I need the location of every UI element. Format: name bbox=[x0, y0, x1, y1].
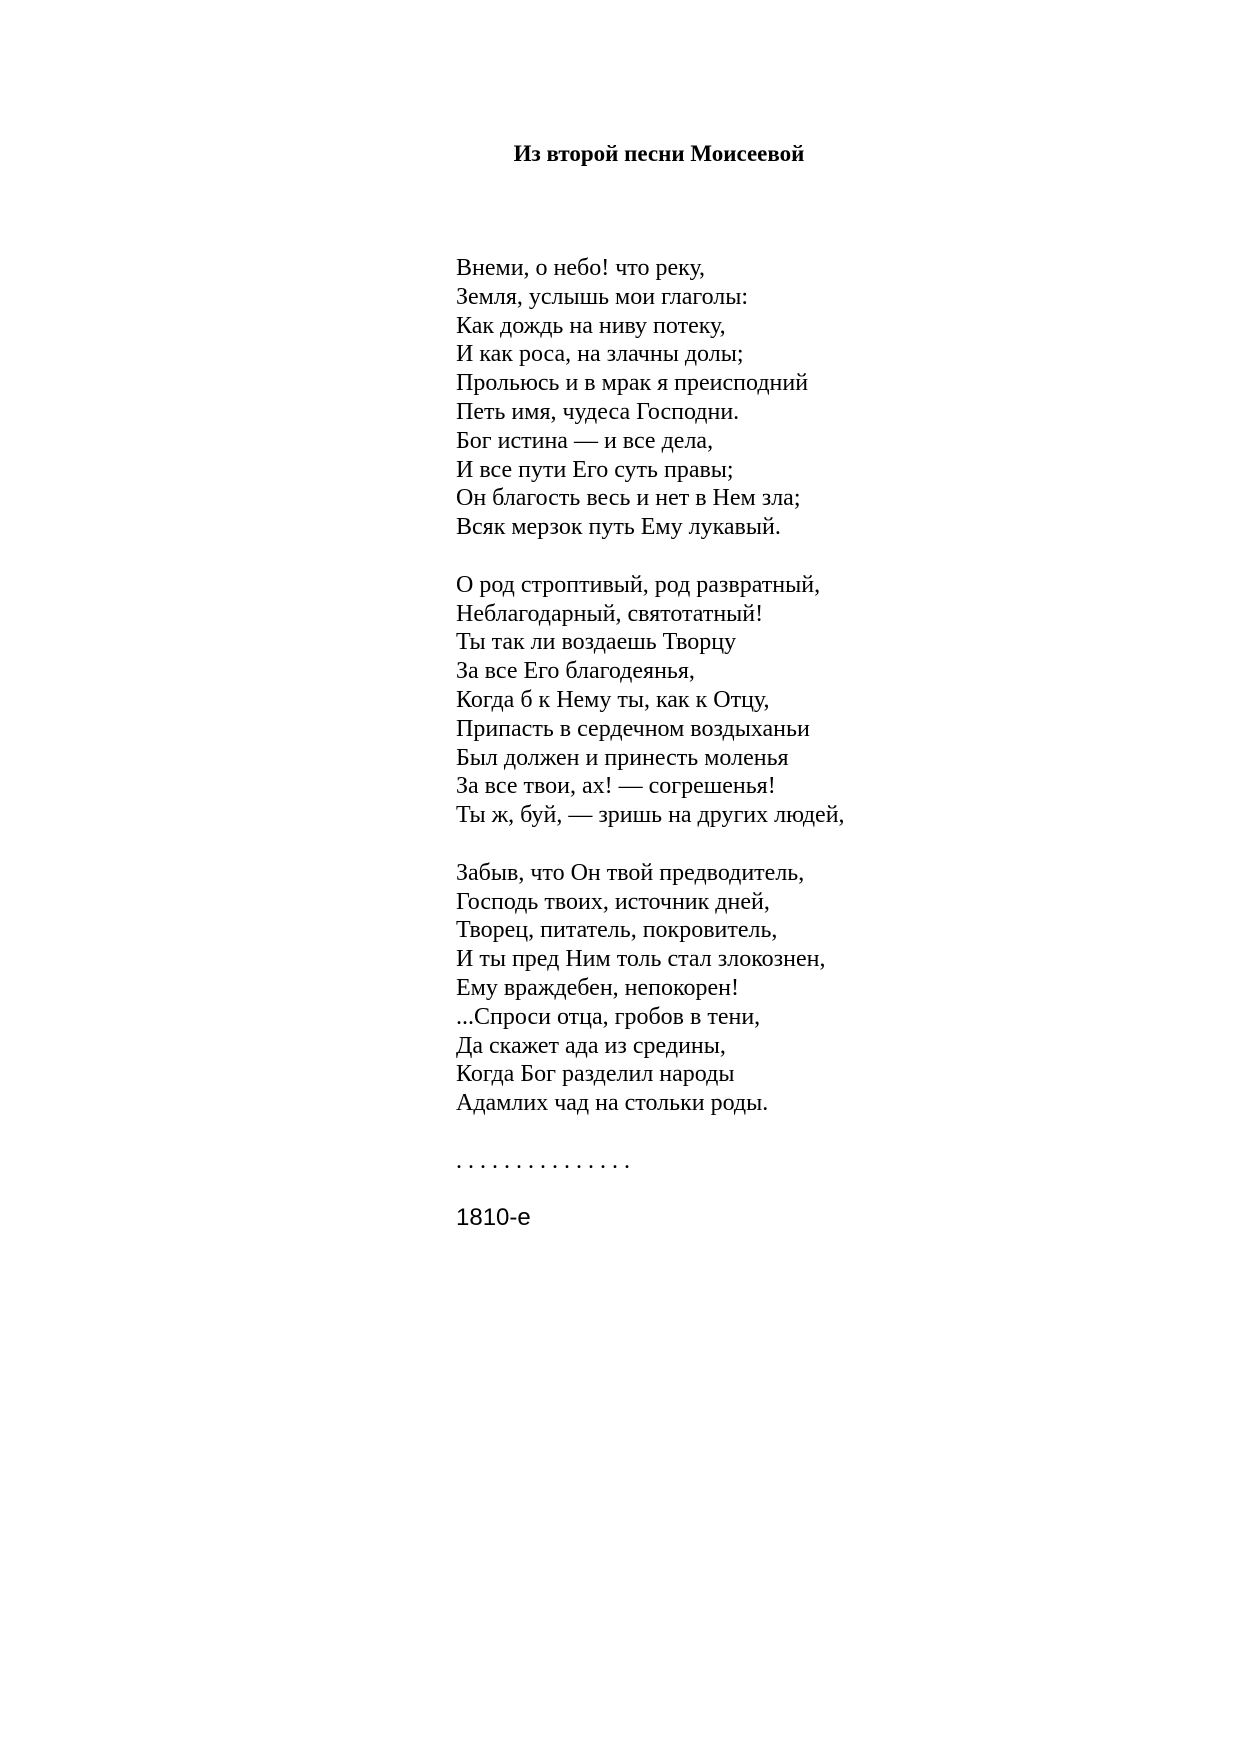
poem-line: Господь твоих, источник дней, bbox=[456, 888, 770, 915]
poem-line: Прольюсь и в мрак я преисподний bbox=[456, 370, 809, 397]
stanza-1 bbox=[456, 254, 845, 542]
poem-line: Внеми, о небо! что реку, bbox=[456, 255, 706, 281]
poem-line: Всяк мерзок путь Ему лукавый. bbox=[456, 514, 781, 541]
poem-line: Адамлих чад на стольки роды. bbox=[456, 1090, 769, 1117]
poem-date: 1810-е bbox=[456, 1204, 531, 1232]
poem-line: Творец, питатель, покровитель, bbox=[456, 917, 778, 944]
poem-line: Земля, услышь мои глаголы: bbox=[456, 283, 749, 310]
poem-line: Да скажет ада из средины, bbox=[456, 1032, 726, 1059]
poem-line: Забыв, что Он твой предводитель, bbox=[456, 859, 805, 886]
poem-line: Бог истина — и все дела, bbox=[456, 427, 714, 454]
poem-line: И все пути Его суть правы; bbox=[456, 456, 734, 483]
poem-line: За все Его благодеянья, bbox=[456, 658, 695, 685]
poem-line: Ты так ли воздаешь Творцу bbox=[456, 629, 737, 656]
poem-line: Как дождь на ниву потеку, bbox=[456, 312, 726, 339]
poem-line: О род строптивый, род развратный, bbox=[456, 571, 821, 598]
poem-line: Припасть в сердечном воздыханьи bbox=[456, 715, 810, 742]
poem-line: ...Спроси отца, гробов в тени, bbox=[456, 1003, 761, 1030]
poem-line: Был должен и принесть моленья bbox=[456, 744, 789, 771]
stanza-3 bbox=[456, 859, 845, 1118]
poem-line: Когда б к Нему ты, как к Отцу, bbox=[456, 686, 770, 713]
poem-line: Когда Бог разделил народы bbox=[456, 1061, 735, 1088]
poem-line: Ты ж, буй, — зришь на других людей, bbox=[456, 802, 845, 829]
poem-line: Неблагодарный, святотатный! bbox=[456, 600, 764, 627]
poem-line: И как роса, на злачны долы; bbox=[456, 341, 744, 368]
poem-body bbox=[456, 254, 845, 1233]
stanza-2 bbox=[456, 571, 845, 830]
poem-line: Ему враждебен, непокорен! bbox=[456, 974, 739, 1001]
poem-line: Петь имя, чудеса Господни. bbox=[456, 398, 740, 425]
poem-line: Он благость весь и нет в Нем зла; bbox=[456, 485, 801, 512]
omission-marker: ............... bbox=[456, 1147, 636, 1174]
poem-title: Из второй песни Моисеевой bbox=[513, 141, 805, 166]
poem-line: И ты пред Ним толь стал злокознен, bbox=[456, 946, 826, 973]
poem-line: За все твои, ах! — согрешенья! bbox=[456, 773, 776, 800]
